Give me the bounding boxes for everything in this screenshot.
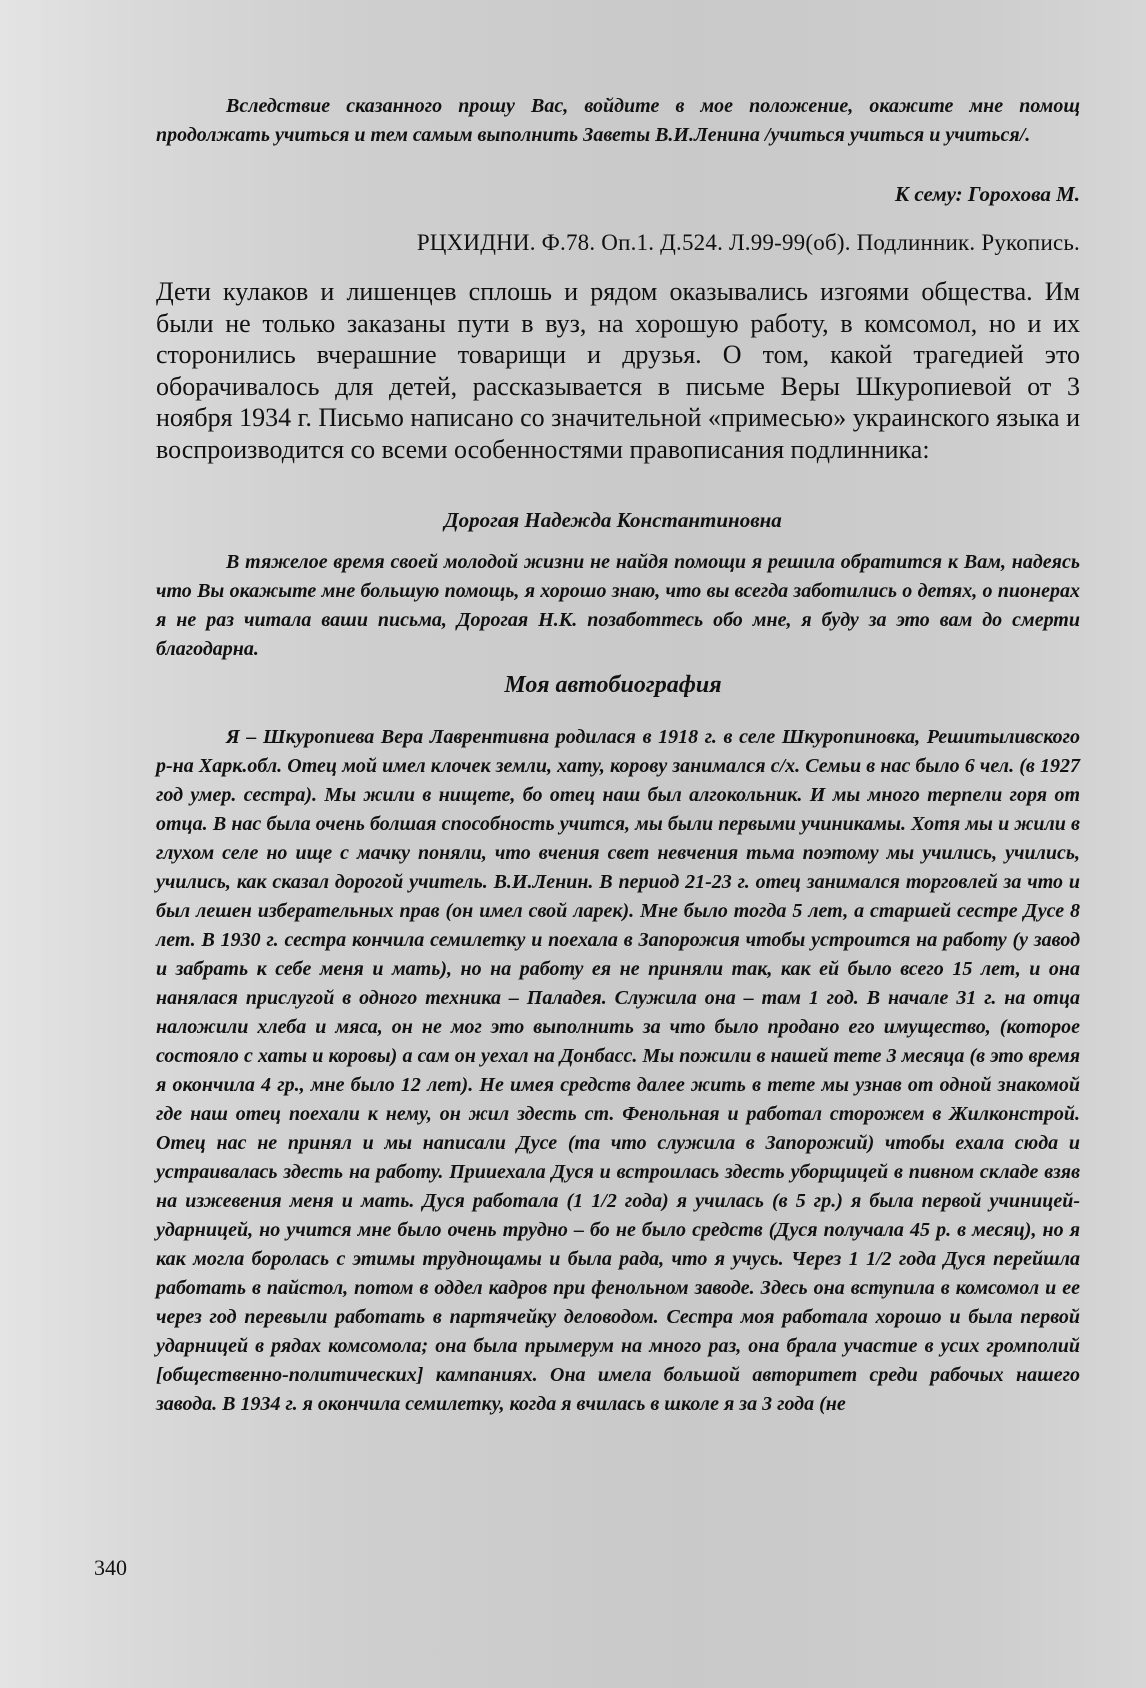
autobiography-text: Я – Шкуропиева Вера Лаврентивна родилася в 1918 г. в селе Шкуропиновка, Решитыливского р-на Харк.обл. Отец мой имел клочек земли, хату, корову занимался с/х. Семьи в нас было 6 чел. (в 1927 год умер. сестра). Мы жили в нищете, бо отец наш был алгокольник. И мы много терпели горя от отца. В нас была очень болшая способность учится, мы были первыми учиникамы. Хотя мы и жили в глухом селе но ище с мачку поняли, что вчения свет невчения тьма поэтому мы учились, учились, учились, как сказал дорогой учитель. В.И.Ленин. В период 21-23 г. отец занимался торговлей за что и был лешен изберательных прав (он имел свой ларек). Мне было тогда 5 лет, а старшей сестре Дусе 8 лет. В 1930 г. сестра кончила семилетку и поехала в Запорожия чтобы устроится на работу (у завод и забрать к себе меня и мать), но на работу ея не приняли так, как ей было всего 15 лет, и она нанялася прислугой в одного техника – Паладея. Служила она – там 1 год. В начале 31 г. на отца наложили хлеба и мяса, он не мог это выполнить за что было продано его имущество, (которое состояло с хаты и коровы) а сам он уехал на Донбасс. Мы пожили в нашей тете 3 месяца (в это время я окончила 4 гр., мне было 12 лет). Не имея средств далее жить в тете мы узнав от одной знакомой где наш отец поехали к нему, он жил здесть ст. Фенольная и работал сторожем в Жилконстрой. Отец нас не принял и мы написали Дусе (та что служила в Запорожий) чтобы ехала сюда и устраивалась здесть на работу. Прииехала Дуся и встроилась здесть уборщицей в пивном складе взяв на изжевения меня и мать. Дуся работала (1 1/2 года) я училась (в 5 гр.) я была первой учиницей-ударницей, но учится мне было очень трудно – бо не было средств (Дуся получала 45 р. в месяц), но я как могла боролась с этимы труднощамы и была рада, что я учусь. Через 1 1/2 года Дуся перейшла работать в пайстол, потом в оддел кадров при фенольном заводе. Здесь она вступила в комсомол и ее через год перевыли работать в партячейку деловодом. Сестра моя работала хорошо и была первой ударницей в рядах комсомола; она была прымерум на много раз, она брала участие в усих громполий [общественно-политических] кампаниях. Она имела большой авторитет среди рабочых нашего завода. В 1934 г. я окончила семилетку, когда я вчилась в школе я за 3 года (не [156,726,1080,1415]
appeal-text: В тяжелое время своей молодой жизни не найдя помощи я решила обратится к Вам, надеясь что Вы окажыте мне большую помощь, я хорошо знаю, что вы всегда заботились о детях, о пионерах я не раз читала ваши письма, Дорогая Н.К. позаботтесь обо мне, я буду за это вам до смерти благодарна. [156,551,1080,660]
narrative-text: Дети кулаков и лишенцев сплошь и рядом оказывались изгоями общества. Им были не только заказаны пути в вуз, на хорошую работу, в комсомол, но и их сторонились вчерашние товарищи и друзья. О том, какой трагедией это оборачивалось для детей, рассказывается в письме Веры Шкуропиевой от 3 ноября 1934 г. Письмо написано со значительной «примесью» украинского языка и воспроизводится со всеми особенностями правописания подлинника: [156,277,1080,464]
letter-intro [156,92,1080,150]
letter-intro-text: Вследствие сказанного прошу Вас, войдите в мое положение, окажите мне помощ продолжать учиться и тем самым выполнить Заветы В.И.Ленина /учиться учиться и учиться/. [156,95,1080,146]
archive-reference: РЦХИДНИ. Ф.78. Оп.1. Д.524. Л.99-99(об). Подлинник. Рукопись. [416,230,1080,255]
letter-signature: К сему: Горохова М. [894,182,1080,206]
narrative-paragraph [156,276,1080,465]
autobiography-paragraph [156,723,1080,1419]
section-heading: Моя автобиография [504,672,722,698]
page-number: 340 [94,1555,127,1580]
appeal-paragraph [156,548,1080,664]
letter-salutation: Дорогая Надежда Константиновна [444,508,782,532]
